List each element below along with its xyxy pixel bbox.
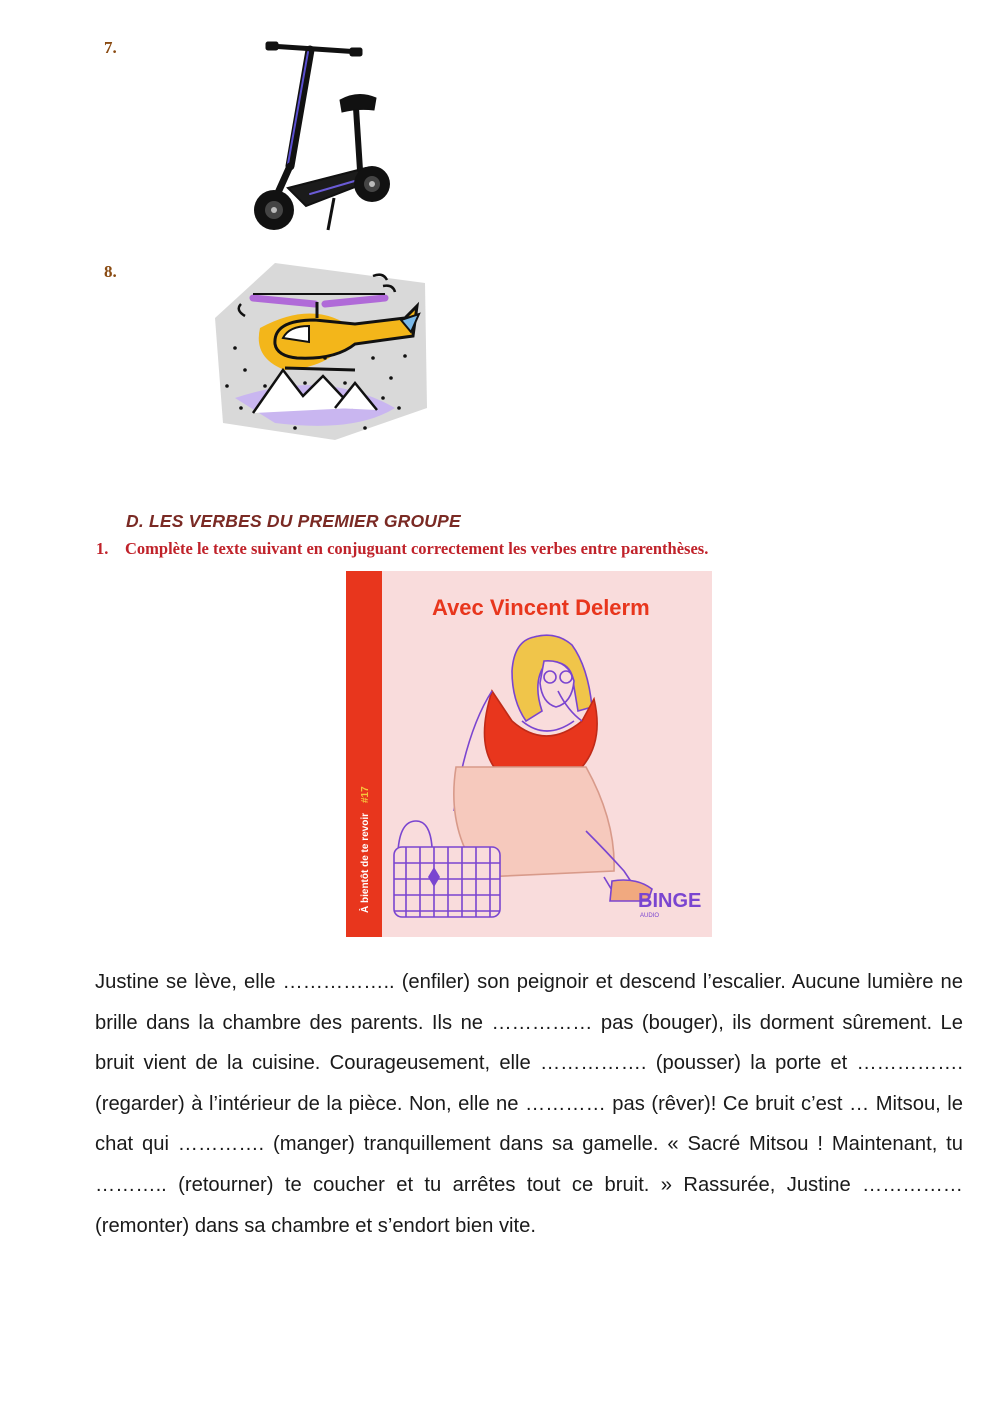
podcast-cover-image xyxy=(346,571,712,937)
cover-title: Avec Vincent Delerm xyxy=(432,595,650,620)
cover-brand-sub: AUDIO xyxy=(640,913,660,919)
item-number-8: 8. xyxy=(104,262,117,281)
instruction-text: Complète le texte suivant en conjuguant correctement les verbes entre parenthèses. xyxy=(125,539,709,558)
cover-episode: #17 xyxy=(360,786,371,803)
helicopter-clipart-image xyxy=(205,258,435,443)
exercise-paragraph: Justine se lève, elle …………….. (enfiler) son peignoir et descend l’escalier. Aucune lumière ne brille dans la chambre des parents. Ils ne …………… pas (bouger), ils dorment sûrement. Le bruit vient de la cuisine. Courageusement, elle ……………. (pousser) la porte et ……………. (regarder) à l’intérieur de la pièce. Non, elle ne ………… pas (rêver)! Ce bruit c’est … Mitsou, le chat qui …………. (manger) tranquillement dans sa gamelle. « Sacré Mitsou ! Maintenant, tu ……….. (retourner) te coucher et tu arrêtes tout ce bruit. » Rassurée, Justine …………… (remonter) dans sa chambre et s’endort bien vite. xyxy=(95,971,963,1237)
exercise-instruction xyxy=(96,539,708,559)
instruction-number: 1. xyxy=(96,539,109,558)
electric-scooter-image xyxy=(248,38,398,236)
section-title: D. LES VERBES DU PREMIER GROUPE xyxy=(126,511,461,531)
item-number-7: 7. xyxy=(104,38,117,57)
cover-spine-text: À bientôt de te revoir xyxy=(360,812,371,913)
cover-brand: BINGE xyxy=(638,890,702,912)
